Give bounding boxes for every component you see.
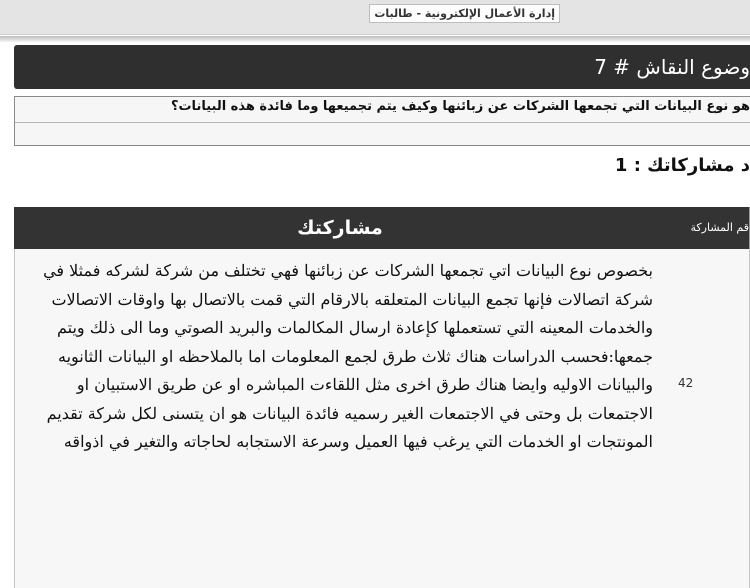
table-row bbox=[14, 249, 750, 588]
table-header bbox=[14, 207, 750, 249]
participation-count: د مشاركاتك : 1 bbox=[614, 155, 750, 176]
divider bbox=[0, 36, 750, 42]
question-text: هو نوع البيانات التي تجمعها الشركات عن زبائنها وكيف يتم تجميعها وما فائدة هذه البيانات؟ bbox=[170, 99, 750, 114]
breadcrumb[interactable]: إدارة الأعمال الإلكترونية - طالبات bbox=[369, 4, 560, 23]
header-participation-number: قم المشاركة bbox=[666, 207, 750, 249]
discussion-topic-title: وضوع النقاش # 7 bbox=[14, 45, 750, 89]
header-your-participation: مشاركتك bbox=[297, 217, 383, 239]
question-divider bbox=[15, 122, 750, 123]
participation-text: بخصوص نوع البيانات اتي تجمعها الشركات عن زبائنها فهي تختلف من شركة لشركه فمثلا في شركة اتصالات فإنها تجمع البيانات المتعلقه بالارقام التي قمت بالاتصال بها واوقات الاتصالات والخدمات المعينه التي تستعملها كإعادة ارسال المكالمات والبريد الصوتي وما الى ذلك ويتم جمعها:فحسب الدراسات هناك ثلاث طرق لجمع المعلومات اما بالملاحظه او البيانات الثانويه والبيانات الاوليه وايضا هناك طرق اخرى مثل اللقاءت المباشره او عن طريق الاستبيان او الاجتمعات بل وحتى في الاجتمعات الغير رسميه فائدة البيانات هو ان يتسنى لكل شركة تقديم المونتجات او الخدمات التي يرغب فيها العميل وسرعة الاستجابه لحاجاته والتغير في اذواقه bbox=[43, 261, 653, 451]
top-bar bbox=[0, 0, 750, 35]
question-box bbox=[14, 96, 750, 146]
participation-number: 42 bbox=[678, 376, 694, 390]
participation-number-cell bbox=[666, 249, 750, 588]
